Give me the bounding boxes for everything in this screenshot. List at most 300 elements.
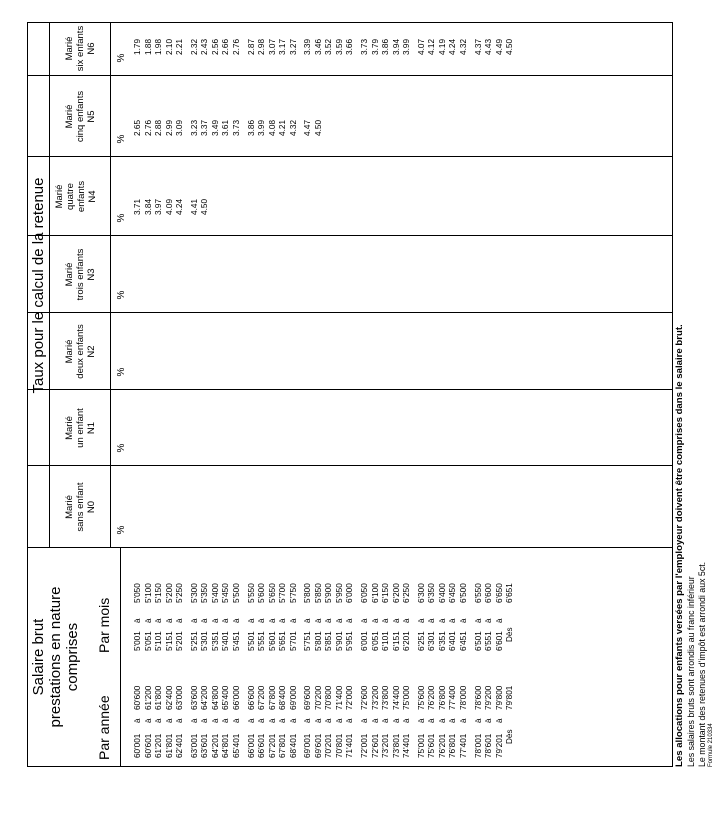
year-from: 72'001 xyxy=(360,733,369,758)
year-sep: à xyxy=(391,718,401,723)
month-sep: à xyxy=(494,618,504,623)
column-header-line: Marié xyxy=(64,262,75,287)
rate-n4: 3.84 xyxy=(143,199,153,215)
year-sep: à xyxy=(303,718,313,723)
month-to: 5'100 xyxy=(143,583,153,603)
year-to: 70'200 xyxy=(313,685,323,710)
rate-n6: 3.99 xyxy=(402,39,412,55)
month-from: 5'101 xyxy=(154,631,164,651)
year-to: 64'800 xyxy=(210,685,220,710)
year-from: 63'601 xyxy=(200,733,210,758)
rate-n6: 2.66 xyxy=(221,39,231,55)
year-from: 64'801 xyxy=(221,733,231,758)
rate-n6: 2.87 xyxy=(246,39,256,55)
year-from: 70'201 xyxy=(324,733,334,758)
month-to: 6'400 xyxy=(437,583,447,603)
month-from: 5'001 xyxy=(133,631,142,651)
month-to: 6'650 xyxy=(494,583,504,603)
year-from: 76'201 xyxy=(437,733,447,758)
year-to: 75'000 xyxy=(402,685,412,710)
rate-n5: 2.76 xyxy=(143,120,153,136)
year-from: 65'401 xyxy=(231,733,241,758)
column-header-n0 xyxy=(64,466,97,548)
month-to: 6'300 xyxy=(416,583,426,603)
rates-title: Taux pour le calcul de la retenue xyxy=(30,177,47,394)
rate-n6: 3.59 xyxy=(334,39,344,55)
year-sep: à xyxy=(133,718,142,723)
year-sep: à xyxy=(288,718,298,723)
month-to: 5'950 xyxy=(334,583,344,603)
month-to: 5'450 xyxy=(221,583,231,603)
rate-n5: 4.21 xyxy=(278,120,288,136)
rate-n6: 4.07 xyxy=(416,39,426,55)
year-from: 72'601 xyxy=(370,733,380,758)
year-to: 76'800 xyxy=(437,685,447,710)
column-header-n1 xyxy=(64,390,97,466)
rate-n6: 3.27 xyxy=(288,39,298,55)
month-sep: à xyxy=(345,618,355,623)
year-sep: à xyxy=(267,718,277,723)
month-to: 6'550 xyxy=(473,583,483,603)
column-header-n5 xyxy=(64,76,97,157)
year-from: 75'001 xyxy=(416,733,426,758)
header-rule-top xyxy=(49,23,50,548)
month-to: 5'600 xyxy=(257,583,267,603)
month-from: 6'501 xyxy=(473,631,483,651)
year-sep: à xyxy=(416,718,426,723)
rate-n6: 2.98 xyxy=(257,39,267,55)
col-divider-5 xyxy=(28,156,672,157)
month-from: 5'301 xyxy=(200,631,210,651)
month-sep: à xyxy=(437,618,447,623)
month-to: 6'200 xyxy=(391,583,401,603)
month-sep: à xyxy=(416,618,426,623)
year-sep: à xyxy=(278,718,288,723)
month-to: 5'250 xyxy=(175,583,185,603)
rate-n6: 3.94 xyxy=(391,39,401,55)
month-sep: à xyxy=(334,618,344,623)
month-from: 6'051 xyxy=(370,631,380,651)
month-from: 5'651 xyxy=(278,631,288,651)
month-sep: à xyxy=(313,618,323,623)
month-sep: à xyxy=(278,618,288,623)
month-from: 6'201 xyxy=(402,631,412,651)
rate-n6: 4.32 xyxy=(458,39,468,55)
year-sep: à xyxy=(484,718,494,723)
year-to: 66'000 xyxy=(231,685,241,710)
year-to: 68'400 xyxy=(278,685,288,710)
rate-n6: 3.66 xyxy=(345,39,355,55)
year-from: 73'801 xyxy=(391,733,401,758)
year-sep: à xyxy=(360,718,369,723)
year-sep: à xyxy=(221,718,231,723)
month-sep: à xyxy=(484,618,494,623)
year-from: 61'201 xyxy=(154,733,164,758)
col-divider-3 xyxy=(28,312,672,313)
month-sep: à xyxy=(257,618,267,623)
year-to: 71'400 xyxy=(334,685,344,710)
month-from: 6'351 xyxy=(437,631,447,651)
year-to: 63'600 xyxy=(189,685,199,710)
month-sep: à xyxy=(189,618,199,623)
year-to: 61'800 xyxy=(154,685,164,710)
month-sep: à xyxy=(303,618,313,623)
col-divider-2 xyxy=(28,389,672,390)
rate-n5: 3.37 xyxy=(200,120,210,136)
percent-unit-n1: % xyxy=(116,443,127,453)
rate-n6: 3.07 xyxy=(267,39,277,55)
year-sep: à xyxy=(458,718,468,723)
month-from: 5'901 xyxy=(334,631,344,651)
month-to: 5'500 xyxy=(231,583,241,603)
month-sep: à xyxy=(288,618,298,623)
month-from: 5'501 xyxy=(246,631,256,651)
column-header-line: N3 xyxy=(86,268,97,281)
year-from: 68'401 xyxy=(288,733,298,758)
month-to: 5'850 xyxy=(313,583,323,603)
col-divider-1 xyxy=(28,465,672,466)
year-to: 61'200 xyxy=(143,685,153,710)
rate-n6: 4.12 xyxy=(427,39,437,55)
footer-form-number: Formule 210334 xyxy=(708,723,714,767)
year-from: 60'001 xyxy=(133,733,142,758)
rate-n5: 2.88 xyxy=(154,120,164,136)
year-sep: à xyxy=(313,718,323,723)
year-to: 79'200 xyxy=(484,685,494,710)
rate-n6: 3.39 xyxy=(303,39,313,55)
month-sep: à xyxy=(246,618,256,623)
rate-n5: 4.50 xyxy=(313,120,323,136)
month-from: 5'701 xyxy=(288,631,298,651)
year-to: 64'200 xyxy=(200,685,210,710)
column-header-line: N1 xyxy=(86,421,97,435)
year-to: 79'800 xyxy=(494,685,504,710)
year-to: 70'800 xyxy=(324,685,334,710)
month-from: 6'451 xyxy=(458,631,468,651)
salary-title xyxy=(30,548,81,766)
year-to: 69'600 xyxy=(303,685,313,710)
rate-n4: 3.71 xyxy=(133,199,142,215)
year-sep: à xyxy=(231,718,241,723)
rate-n5: 3.73 xyxy=(231,120,241,136)
year-sep: à xyxy=(427,718,437,723)
month-sep: à xyxy=(210,618,220,623)
year-from: 77'401 xyxy=(458,733,468,758)
footer-note-tax: Le montant des retenues d'impôt est arrondi aux 5ct. xyxy=(697,561,707,767)
footer-note-rounding: Les salaires bruts sont arrondis au franc inférieur xyxy=(686,576,696,767)
year-from: 74'401 xyxy=(402,733,412,758)
year-from: 69'001 xyxy=(303,733,313,758)
year-from: 75'601 xyxy=(427,733,437,758)
year-to: 67'800 xyxy=(267,685,277,710)
year-to: 63'000 xyxy=(175,685,185,710)
year-sep: à xyxy=(154,718,164,723)
month-to: 6'350 xyxy=(427,583,437,603)
year-sep: à xyxy=(324,718,334,723)
rate-n5: 3.49 xyxy=(210,120,220,136)
year-to: 75'600 xyxy=(416,685,426,710)
year-sep: à xyxy=(334,718,344,723)
year-from: 67'201 xyxy=(267,733,277,758)
year-sep: à xyxy=(494,718,504,723)
rate-n5: 3.99 xyxy=(257,120,267,136)
rate-n6: 1.79 xyxy=(133,39,142,55)
column-header-n3 xyxy=(64,236,97,313)
year-sep: à xyxy=(189,718,199,723)
percent-unit-n6: % xyxy=(116,53,127,63)
column-header-line: cinq enfants xyxy=(75,90,86,143)
year-from: 78'001 xyxy=(473,733,483,758)
rate-n6: 3.86 xyxy=(381,39,391,55)
month-from: 6'601 xyxy=(494,631,504,651)
rate-n4: 4.09 xyxy=(164,199,174,215)
rate-n5: 4.08 xyxy=(267,120,277,136)
month-to: 5'550 xyxy=(246,583,256,603)
percent-unit-n4: % xyxy=(116,213,127,223)
percent-unit-n5: % xyxy=(116,134,127,144)
month-sep: à xyxy=(427,618,437,623)
month-to: 5'700 xyxy=(278,583,288,603)
month-to: 5'350 xyxy=(200,583,210,603)
year-to: 72'000 xyxy=(345,685,355,710)
rate-n6: 4.37 xyxy=(473,39,483,55)
year-to: 65'400 xyxy=(221,685,231,710)
year-to: 62'400 xyxy=(164,685,174,710)
month-to: 6'500 xyxy=(458,583,468,603)
rate-n6: 2.56 xyxy=(210,39,220,55)
year-to: 77'400 xyxy=(448,685,458,710)
rate-n6: 3.17 xyxy=(278,39,288,55)
month-from: 6'251 xyxy=(416,631,426,651)
month-from: 5'451 xyxy=(231,631,241,651)
month-to: 5'050 xyxy=(133,583,142,603)
month-from: 5'401 xyxy=(221,631,231,651)
month-from: 6'401 xyxy=(448,631,458,651)
divider-salary-rates xyxy=(28,547,672,548)
column-header-line: six enfants xyxy=(75,25,86,72)
month-sep: à xyxy=(458,618,468,623)
rate-n5: 3.61 xyxy=(221,120,231,136)
percent-unit-n2: % xyxy=(116,367,127,377)
column-header-line: enfants xyxy=(76,180,87,213)
month-from: 5'051 xyxy=(143,631,153,651)
rate-n6: 3.79 xyxy=(370,39,380,55)
month-from: 5'351 xyxy=(210,631,220,651)
year-to: 72'600 xyxy=(360,685,369,710)
year-to: 78'000 xyxy=(458,685,468,710)
salary-title-line3: comprises xyxy=(64,622,81,692)
month-to: 6'600 xyxy=(484,583,494,603)
year-sep: à xyxy=(246,718,256,723)
month-to: 5'900 xyxy=(324,583,334,603)
month-to: 5'150 xyxy=(154,583,164,603)
header-rule-salary xyxy=(120,548,121,766)
rate-table xyxy=(27,22,673,767)
rate-n4: 4.50 xyxy=(200,199,210,215)
month-from: 6'001 xyxy=(360,631,369,651)
month-from: 5'851 xyxy=(324,631,334,651)
year-to: 69'000 xyxy=(288,685,298,710)
month-sep: à xyxy=(324,618,334,623)
month-from: 6'301 xyxy=(427,631,437,651)
col-divider-6 xyxy=(28,75,672,76)
column-header-line: sans enfant xyxy=(75,482,86,532)
column-header-line: N2 xyxy=(86,345,97,358)
month-from: Dès xyxy=(505,627,515,642)
month-sep: à xyxy=(133,618,142,623)
year-from: 66'001 xyxy=(246,733,256,758)
month-to: 5'750 xyxy=(288,583,298,603)
rate-n6: 3.73 xyxy=(360,39,369,55)
month-sep: à xyxy=(154,618,164,623)
month-sep: à xyxy=(231,618,241,623)
header-rule-rates xyxy=(110,23,111,548)
rate-n6: 1.88 xyxy=(143,39,153,55)
year-sep: à xyxy=(473,718,483,723)
year-sep: à xyxy=(402,718,412,723)
year-sep: à xyxy=(164,718,174,723)
column-header-line: Marié xyxy=(64,495,75,519)
month-sep: à xyxy=(164,618,174,623)
column-header-line: un enfant xyxy=(75,408,86,448)
year-sep: à xyxy=(448,718,458,723)
year-to: 73'200 xyxy=(370,685,380,710)
year-sep: à xyxy=(143,718,153,723)
year-to: 78'600 xyxy=(473,685,483,710)
rate-n6: 2.10 xyxy=(164,39,174,55)
month-from: 6'551 xyxy=(484,631,494,651)
year-sep: à xyxy=(200,718,210,723)
month-from: 5'551 xyxy=(257,631,267,651)
year-to: 67'200 xyxy=(257,685,267,710)
rate-n6: 2.43 xyxy=(200,39,210,55)
year-from: 73'201 xyxy=(381,733,391,758)
rate-n6: 3.52 xyxy=(324,39,334,55)
column-header-n6 xyxy=(64,21,97,76)
year-from: 69'601 xyxy=(313,733,323,758)
year-from: 66'601 xyxy=(257,733,267,758)
year-to: 74'400 xyxy=(391,685,401,710)
rate-n6: 2.32 xyxy=(189,39,199,55)
month-from: 5'751 xyxy=(303,631,313,651)
rate-n6: 2.21 xyxy=(175,39,185,55)
column-header-n4 xyxy=(54,157,98,236)
footer-bold-note: Les allocations pour enfants versées par l'employeur doivent être comprises dans le salaire brut. xyxy=(674,324,685,767)
column-header-line: deux enfants xyxy=(75,324,86,379)
month-from: 6'101 xyxy=(381,631,391,651)
rate-n6: 4.19 xyxy=(437,39,447,55)
month-sep: à xyxy=(143,618,153,623)
rate-n5: 2.99 xyxy=(164,120,174,136)
month-sep: à xyxy=(473,618,483,623)
year-sep: à xyxy=(175,718,185,723)
month-from: 5'601 xyxy=(267,631,277,651)
year-sep: à xyxy=(210,718,220,723)
year-sep: à xyxy=(345,718,355,723)
rate-n5: 3.23 xyxy=(189,120,199,136)
salary-title-line1: Salaire brut xyxy=(30,618,47,696)
year-from: Dès xyxy=(505,729,515,744)
year-from: 71'401 xyxy=(345,733,355,758)
month-from: 6'151 xyxy=(391,631,401,651)
year-from: 61'801 xyxy=(164,733,174,758)
year-sep: à xyxy=(370,718,380,723)
month-to: 6'450 xyxy=(448,583,458,603)
rate-n6: 1.98 xyxy=(154,39,164,55)
month-sep: à xyxy=(221,618,231,623)
year-from: 70'801 xyxy=(334,733,344,758)
rate-n4: 3.97 xyxy=(154,199,164,215)
rate-n4: 4.24 xyxy=(175,199,185,215)
year-from: 64'201 xyxy=(210,733,220,758)
month-sep: à xyxy=(402,618,412,623)
month-from: 5'251 xyxy=(189,631,199,651)
column-header-line: Marié xyxy=(64,416,75,440)
year-from: 78'601 xyxy=(484,733,494,758)
month-from: 5'201 xyxy=(175,631,185,651)
month-to: 6'100 xyxy=(370,583,380,603)
month-to: 6'250 xyxy=(402,583,412,603)
column-header-line: Marié xyxy=(64,36,75,61)
year-from: 67'801 xyxy=(278,733,288,758)
year-from: 62'401 xyxy=(175,733,185,758)
month-from: 5'951 xyxy=(345,631,355,651)
month-sep: à xyxy=(391,618,401,623)
month-to: 5'200 xyxy=(164,583,174,603)
percent-unit-n0: % xyxy=(116,525,127,535)
month-sep: à xyxy=(267,618,277,623)
column-header-line: N4 xyxy=(87,190,98,203)
year-to: 60'600 xyxy=(133,685,142,710)
month-to: 6'050 xyxy=(360,583,369,603)
year-to: 66'600 xyxy=(246,685,256,710)
rate-n6: 4.43 xyxy=(484,39,494,55)
year-from: 60'601 xyxy=(143,733,153,758)
rate-n5: 4.32 xyxy=(288,120,298,136)
year-sep: à xyxy=(257,718,267,723)
month-sep: à xyxy=(370,618,380,623)
month-to: 6'000 xyxy=(345,583,355,603)
year-sep: à xyxy=(381,718,391,723)
rate-n6: 2.76 xyxy=(231,39,241,55)
year-sep: à xyxy=(437,718,447,723)
column-header-line: Marié xyxy=(64,339,75,364)
year-to: 79'801 xyxy=(505,685,515,710)
month-sep: à xyxy=(175,618,185,623)
year-from: 76'801 xyxy=(448,733,458,758)
rate-n6: 4.49 xyxy=(494,39,504,55)
column-header-line: quatre xyxy=(65,183,76,210)
column-header-n2 xyxy=(64,313,97,390)
month-to: 6'150 xyxy=(381,583,391,603)
month-sep: à xyxy=(360,618,369,623)
month-sep: à xyxy=(448,618,458,623)
rate-n5: 4.47 xyxy=(303,120,313,136)
month-from: 5'801 xyxy=(313,631,323,651)
month-to: 5'300 xyxy=(189,583,199,603)
column-header-line: N6 xyxy=(86,42,97,55)
per-year-heading: Par année xyxy=(96,695,112,760)
column-header-line: N0 xyxy=(86,500,97,514)
salary-title-line2: prestations en nature xyxy=(47,586,64,728)
rate-n6: 4.24 xyxy=(448,39,458,55)
rate-n5: 2.65 xyxy=(133,120,142,136)
column-header-line: trois enfants xyxy=(75,248,86,301)
column-header-line: Marié xyxy=(64,104,75,129)
month-sep: à xyxy=(200,618,210,623)
column-header-line: Marié xyxy=(54,184,65,209)
percent-unit-n3: % xyxy=(116,290,127,300)
